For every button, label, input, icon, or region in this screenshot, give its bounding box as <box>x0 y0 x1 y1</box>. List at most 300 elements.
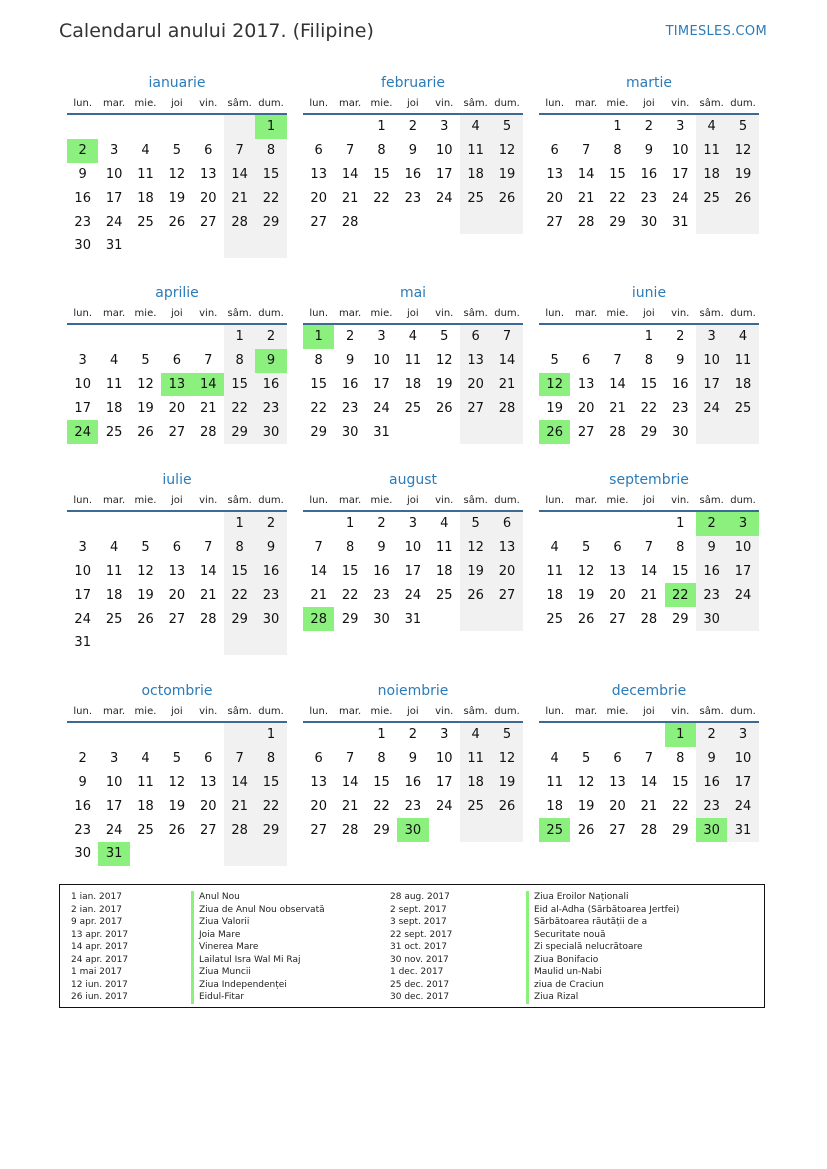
weekday-header <box>539 701 759 723</box>
day-cell: 9 <box>377 540 386 556</box>
weekday-label: mie. <box>370 98 393 109</box>
empty-cell <box>255 842 286 866</box>
day-cell: 20 <box>310 798 327 814</box>
day-cell: 25 <box>539 818 570 842</box>
weekday-label: lun. <box>545 706 565 717</box>
weekday-label: dum. <box>258 308 284 319</box>
empty-cell <box>570 325 601 349</box>
day-cell: 3 <box>676 119 685 135</box>
empty-cell <box>193 842 224 866</box>
day-cell: 6 <box>491 512 522 536</box>
day-cell: 13 <box>310 774 327 790</box>
day-cell: 18 <box>546 587 563 603</box>
day-cell: 9 <box>676 353 685 369</box>
weekday-label: sâm. <box>699 706 724 717</box>
empty-cell <box>491 420 522 444</box>
weekday-label: dum. <box>494 706 520 717</box>
day-cell: 5 <box>550 353 559 369</box>
day-cell: 25 <box>727 396 758 420</box>
days-grid <box>539 115 759 234</box>
month-august <box>303 470 523 631</box>
day-cell: 16 <box>696 560 727 584</box>
empty-cell <box>193 631 224 655</box>
day-cell: 3 <box>408 516 417 532</box>
day-cell: 10 <box>727 536 758 560</box>
day-cell: 13 <box>577 376 595 392</box>
day-cell: 11 <box>546 563 563 579</box>
day-cell: 27 <box>546 214 563 230</box>
day-cell: 6 <box>204 143 213 159</box>
day-cell: 30 <box>255 607 286 631</box>
day-cell: 4 <box>727 325 758 349</box>
empty-cell <box>98 723 129 747</box>
month-name: octombrie <box>141 683 213 699</box>
weekday-label: joi <box>407 706 419 717</box>
weekday-label: mie. <box>606 706 629 717</box>
empty-cell <box>130 115 161 139</box>
brand-link[interactable]: TIMESLES.COM <box>665 24 767 39</box>
day-cell: 27 <box>609 611 626 627</box>
day-cell: 28 <box>341 214 359 230</box>
weekday-label: sâm. <box>463 98 488 109</box>
day-cell: 2 <box>696 512 727 536</box>
day-cell: 30 <box>696 818 727 842</box>
weekday-label: vin. <box>435 308 454 319</box>
day-cell: 17 <box>74 587 91 603</box>
weekday-label: lun. <box>309 706 329 717</box>
empty-cell <box>130 325 161 349</box>
day-cell: 4 <box>460 115 491 139</box>
legend-date: 9 apr. 2017 <box>71 917 123 927</box>
day-cell: 9 <box>255 536 286 560</box>
weekday-label: sâm. <box>699 308 724 319</box>
day-cell: 6 <box>314 751 323 767</box>
day-cell: 25 <box>460 186 491 210</box>
weekday-label: dum. <box>730 308 756 319</box>
weekday-header <box>539 93 759 115</box>
day-cell: 13 <box>310 166 327 182</box>
weekday-header <box>303 701 523 723</box>
day-cell: 11 <box>546 774 563 790</box>
day-cell: 30 <box>341 424 359 440</box>
empty-cell <box>224 842 255 866</box>
weekday-label: dum. <box>258 706 284 717</box>
legend-date: 22 sept. 2017 <box>390 929 453 940</box>
day-cell: 21 <box>609 400 626 416</box>
day-cell: 10 <box>373 353 390 369</box>
legend-dates-right <box>390 891 452 1004</box>
day-cell: 4 <box>696 115 727 139</box>
day-cell: 17 <box>727 771 758 795</box>
day-cell: 26 <box>168 822 186 838</box>
day-cell: 21 <box>491 373 522 397</box>
day-cell: 7 <box>314 540 323 556</box>
day-cell: 26 <box>137 424 154 440</box>
day-cell: 26 <box>137 611 154 627</box>
legend-holiday-name: Zi specială nelucrătoare <box>526 941 679 954</box>
weekday-label: mar. <box>574 308 598 319</box>
day-cell: 18 <box>546 798 563 814</box>
legend-holiday-name: Anul Nou <box>191 891 325 904</box>
day-cell: 15 <box>671 774 689 790</box>
day-cell: 8 <box>224 349 255 373</box>
empty-cell <box>334 723 365 747</box>
day-cell: 16 <box>404 166 422 182</box>
empty-cell <box>224 631 255 655</box>
weekday-label: mar. <box>574 495 598 506</box>
day-cell: 27 <box>491 583 522 607</box>
weekday-label: vin. <box>199 98 218 109</box>
day-cell: 29 <box>310 424 327 440</box>
day-cell: 21 <box>640 798 658 814</box>
day-cell: 21 <box>199 587 217 603</box>
day-cell: 23 <box>696 794 727 818</box>
day-cell: 7 <box>644 540 653 556</box>
day-cell: 4 <box>440 516 449 532</box>
day-cell: 18 <box>404 376 422 392</box>
empty-cell <box>67 115 98 139</box>
day-cell: 29 <box>255 818 286 842</box>
legend-date: 1 mai 2017 <box>71 967 123 977</box>
day-cell: 20 <box>546 190 563 206</box>
day-cell: 20 <box>199 190 217 206</box>
day-cell: 3 <box>440 727 449 743</box>
day-cell: 10 <box>404 540 422 556</box>
weekday-label: lun. <box>545 98 565 109</box>
day-cell: 3 <box>440 119 449 135</box>
day-cell: 23 <box>404 798 422 814</box>
weekday-label: dum. <box>730 495 756 506</box>
day-cell: 3 <box>727 512 758 536</box>
day-cell: 28 <box>577 214 595 230</box>
empty-cell <box>696 210 727 234</box>
day-cell: 3 <box>78 540 87 556</box>
day-cell: 7 <box>204 540 213 556</box>
legend-date: 25 dec. 2017 <box>390 979 450 990</box>
day-cell: 19 <box>435 376 453 392</box>
day-cell: 5 <box>141 353 150 369</box>
day-cell: 11 <box>435 540 453 556</box>
day-cell: 30 <box>397 818 428 842</box>
day-cell: 30 <box>373 611 390 627</box>
weekday-label: lun. <box>73 308 93 319</box>
empty-cell <box>161 723 192 747</box>
weekday-label: dum. <box>730 98 756 109</box>
day-cell: 24 <box>727 794 758 818</box>
day-cell: 1 <box>613 119 622 135</box>
month-aprilie <box>67 283 287 444</box>
legend-date: 1 ian. 2017 <box>71 892 122 902</box>
day-cell: 23 <box>373 587 390 603</box>
day-cell: 27 <box>310 214 327 230</box>
day-cell: 10 <box>671 143 689 159</box>
legend-holiday-name: Sărbătoarea răutății de a <box>526 916 679 929</box>
legend-date: 30 nov. 2017 <box>390 954 449 965</box>
day-cell: 27 <box>168 611 186 627</box>
holiday-legend <box>59 884 765 1008</box>
day-cell: 19 <box>546 400 563 416</box>
month-iulie <box>67 470 287 655</box>
day-cell: 25 <box>546 611 563 627</box>
weekday-header <box>303 490 523 512</box>
day-cell: 2 <box>644 119 653 135</box>
day-cell: 11 <box>137 166 154 182</box>
empty-cell <box>460 607 491 631</box>
day-cell: 22 <box>341 587 359 603</box>
day-cell: 6 <box>314 143 323 159</box>
day-cell: 23 <box>640 190 658 206</box>
legend-holiday-name: Ziua Valorii <box>191 916 325 929</box>
legend-holiday-name: Ziua de Anul Nou observată <box>191 904 325 917</box>
day-cell: 16 <box>255 373 286 397</box>
weekday-label: sâm. <box>699 495 724 506</box>
day-cell: 23 <box>255 396 286 420</box>
day-cell: 19 <box>137 587 154 603</box>
day-cell: 4 <box>460 723 491 747</box>
day-cell: 13 <box>199 774 217 790</box>
empty-cell <box>161 631 192 655</box>
weekday-label: sâm. <box>463 308 488 319</box>
day-cell: 19 <box>491 163 522 187</box>
day-cell: 15 <box>373 774 390 790</box>
day-cell: 3 <box>727 723 758 747</box>
day-cell: 12 <box>435 353 453 369</box>
day-cell: 12 <box>727 139 758 163</box>
day-cell: 18 <box>435 563 453 579</box>
day-cell: 16 <box>373 563 390 579</box>
legend-date: 30 dec. 2017 <box>390 992 450 1002</box>
day-cell: 9 <box>78 774 87 790</box>
month-name: septembrie <box>609 472 689 488</box>
day-cell: 26 <box>577 611 595 627</box>
day-cell: 30 <box>255 420 286 444</box>
day-cell: 24 <box>435 190 453 206</box>
weekday-label: sâm. <box>227 706 252 717</box>
legend-date: 13 apr. 2017 <box>71 929 129 940</box>
day-cell: 28 <box>491 396 522 420</box>
day-cell: 14 <box>310 563 327 579</box>
day-cell: 11 <box>696 139 727 163</box>
empty-cell <box>429 420 460 444</box>
day-cell: 31 <box>98 842 129 866</box>
day-cell: 11 <box>137 774 154 790</box>
day-cell: 6 <box>581 353 591 369</box>
day-cell: 1 <box>377 727 386 743</box>
day-cell: 19 <box>168 798 186 814</box>
day-cell: 16 <box>404 774 422 790</box>
month-name: aprilie <box>155 285 199 301</box>
empty-cell <box>193 325 224 349</box>
day-cell: 28 <box>303 607 334 631</box>
day-cell: 29 <box>224 420 255 444</box>
day-cell: 26 <box>727 186 758 210</box>
weekday-header <box>67 701 287 723</box>
day-cell: 26 <box>577 822 595 838</box>
month-name: iulie <box>162 472 192 488</box>
legend-holiday-name: Ziua Eroilor Naționali <box>526 891 679 904</box>
day-cell: 5 <box>172 143 181 159</box>
weekday-label: vin. <box>199 308 218 319</box>
day-cell: 6 <box>172 353 181 369</box>
day-cell: 29 <box>671 822 689 838</box>
weekday-header <box>303 93 523 115</box>
legend-holiday-name: Maulid un-Nabi <box>526 966 679 979</box>
weekday-label: lun. <box>309 308 329 319</box>
day-cell: 17 <box>373 376 390 392</box>
day-cell: 6 <box>204 751 213 767</box>
day-cell: 22 <box>310 400 327 416</box>
empty-cell <box>429 607 460 631</box>
day-cell: 29 <box>373 822 390 838</box>
day-cell: 18 <box>460 771 491 795</box>
day-cell: 28 <box>640 822 658 838</box>
legend-date: 12 iun. 2017 <box>71 979 128 990</box>
day-cell: 1 <box>676 516 685 532</box>
empty-cell <box>98 115 129 139</box>
day-cell: 1 <box>644 329 653 345</box>
day-cell: 21 <box>310 587 327 603</box>
empty-cell <box>161 512 192 536</box>
day-cell: 13 <box>546 166 563 182</box>
empty-cell <box>255 234 286 258</box>
day-cell: 23 <box>341 400 359 416</box>
day-cell: 7 <box>224 747 255 771</box>
day-cell: 19 <box>168 190 186 206</box>
weekday-label: sâm. <box>699 98 724 109</box>
empty-cell <box>366 210 397 234</box>
day-cell: 8 <box>255 139 286 163</box>
weekday-header <box>67 303 287 325</box>
day-cell: 20 <box>491 560 522 584</box>
weekday-label: mie. <box>606 495 629 506</box>
day-cell: 15 <box>341 563 359 579</box>
day-cell: 24 <box>671 190 689 206</box>
day-cell: 1 <box>377 119 386 135</box>
day-cell: 11 <box>727 349 758 373</box>
day-cell: 19 <box>460 560 491 584</box>
weekday-label: lun. <box>545 308 565 319</box>
day-cell: 12 <box>460 536 491 560</box>
day-cell: 29 <box>341 611 359 627</box>
day-cell: 20 <box>460 373 491 397</box>
empty-cell <box>193 723 224 747</box>
day-cell: 26 <box>491 794 522 818</box>
day-cell: 25 <box>137 822 154 838</box>
day-cell: 12 <box>168 774 186 790</box>
day-cell: 31 <box>105 238 123 254</box>
day-cell: 5 <box>440 329 449 345</box>
legend-date: 2 ian. 2017 <box>71 904 122 915</box>
empty-cell <box>539 325 570 349</box>
empty-cell <box>602 512 633 536</box>
empty-cell <box>491 607 522 631</box>
day-cell: 8 <box>676 751 685 767</box>
month-name: ianuarie <box>148 75 206 91</box>
empty-cell <box>602 325 633 349</box>
day-cell: 21 <box>341 190 359 206</box>
day-cell: 4 <box>550 540 559 556</box>
days-grid <box>539 325 759 444</box>
day-cell: 12 <box>577 563 595 579</box>
weekday-label: mar. <box>102 495 126 506</box>
day-cell: 25 <box>105 424 123 440</box>
empty-cell <box>539 115 570 139</box>
day-cell: 11 <box>105 376 123 392</box>
day-cell: 18 <box>460 163 491 187</box>
day-cell: 29 <box>609 214 626 230</box>
weekday-label: lun. <box>309 495 329 506</box>
day-cell: 21 <box>224 794 255 818</box>
day-cell: 2 <box>67 139 98 163</box>
day-cell: 16 <box>255 560 286 584</box>
day-cell: 16 <box>640 166 658 182</box>
legend-date: 2 sept. 2017 <box>390 904 447 915</box>
day-cell: 7 <box>224 139 255 163</box>
day-cell: 4 <box>408 329 417 345</box>
month-decembrie <box>539 681 759 842</box>
weekday-label: mie. <box>370 495 393 506</box>
weekday-label: sâm. <box>227 495 252 506</box>
weekday-label: joi <box>171 98 183 109</box>
day-cell: 18 <box>696 163 727 187</box>
day-cell: 13 <box>609 563 626 579</box>
month-name: decembrie <box>611 683 687 699</box>
day-cell: 5 <box>141 540 150 556</box>
empty-cell <box>460 420 491 444</box>
day-cell: 25 <box>105 611 123 627</box>
day-cell: 9 <box>696 747 727 771</box>
weekday-label: mar. <box>338 98 362 109</box>
legend-holiday-name: Joia Mare <box>191 929 325 942</box>
day-cell: 3 <box>78 353 87 369</box>
day-cell: 15 <box>310 376 327 392</box>
day-cell: 4 <box>141 143 150 159</box>
day-cell: 4 <box>550 751 559 767</box>
weekday-label: mar. <box>102 98 126 109</box>
days-grid <box>67 723 287 866</box>
legend-date: 31 oct. 2017 <box>390 942 447 952</box>
day-cell: 22 <box>224 396 255 420</box>
month-octombrie <box>67 681 287 866</box>
day-cell: 15 <box>640 376 658 392</box>
legend-names-right <box>526 891 679 1004</box>
day-cell: 3 <box>696 325 727 349</box>
day-cell: 19 <box>577 798 595 814</box>
day-cell: 25 <box>696 186 727 210</box>
weekday-label: vin. <box>199 495 218 506</box>
day-cell: 20 <box>168 400 186 416</box>
empty-cell <box>98 512 129 536</box>
day-cell: 28 <box>224 818 255 842</box>
day-cell: 27 <box>199 822 217 838</box>
weekday-label: sâm. <box>227 98 252 109</box>
day-cell: 14 <box>640 774 658 790</box>
day-cell: 15 <box>255 771 286 795</box>
day-cell: 29 <box>255 210 286 234</box>
day-cell: 29 <box>671 611 689 627</box>
day-cell: 14 <box>491 349 522 373</box>
weekday-label: mie. <box>134 495 157 506</box>
day-cell: 10 <box>435 143 453 159</box>
day-cell: 22 <box>671 798 689 814</box>
day-cell: 23 <box>696 583 727 607</box>
day-cell: 2 <box>696 723 727 747</box>
weekday-header <box>539 303 759 325</box>
day-cell: 9 <box>408 143 417 159</box>
weekday-label: lun. <box>73 706 93 717</box>
day-cell: 1 <box>303 325 334 349</box>
day-cell: 17 <box>727 560 758 584</box>
